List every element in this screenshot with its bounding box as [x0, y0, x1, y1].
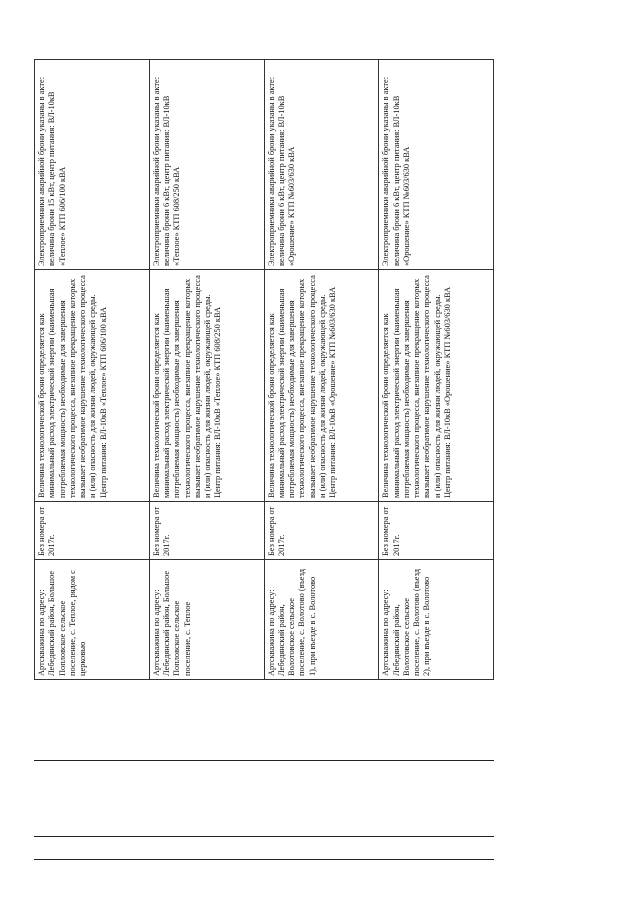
table-row — [379, 60, 494, 680]
tech-reserve-cell: Величина технологической брони определяется как минимальный расход электрической энергии (наименьшая потребляемая мощность) необходимые для завершения технологического процесса, внезапное прекращение которых вызывает необратимое нарушение технологического процесса и (или) опасность для жизни людей, окружающей среды. Центр питания: ВЛ-10кВ «Теплое» КТП 608/250 кВА — [149, 270, 264, 502]
tech-reserve-cell: Величина технологической брони определяется как минимальный расход электрической энергии (наименьшая потребляемая мощность) необходимые для завершения технологического процесса, внезапное прекращение которых вызывает необратимое нарушение технологического процесса и (или) опасность для жизни людей, окружающей среды. Центр питания: ВЛ-10кВ «Орошение» КТП №603/630 кВА — [264, 270, 379, 502]
emergency-reserve-cell: Электроприемники аварийной брони указаны в акте: величина брони 6 кВт, центр питания: ВЛ-10кВ «Орошение» КТП №603/630 кВА — [264, 60, 379, 270]
address-cell: Артскважина по адресу: Лебедянский район, Волотовское сельское поселение, с. Волотово (въезд 1), при въезде в с. Волотово — [264, 560, 379, 680]
number-cell: Без номера от 2017г. — [264, 502, 379, 560]
address-cell: Артскважина по адресу: Лебедянский район, Волотовское сельское поселение, с. Волотово (въезд 2), при въезде в с. Волотово — [379, 560, 494, 680]
table-row — [264, 60, 379, 680]
tech-reserve-cell: Величина технологической брони определяется как минимальный расход электрической энергии (наименьшая потребляемая мощность) необходимые для завершения технологического процесса, внезапное прекращение которых вызывает необратимое нарушение технологического процесса и (или) опасность для жизни людей, окружающей среды. Центр питания: ВЛ-10кВ «Орошение» КТП №603/630 кВА — [379, 270, 494, 502]
number-cell: Без номера от 2017г. — [379, 502, 494, 560]
table-row — [149, 60, 264, 680]
divider-line — [34, 836, 494, 837]
emergency-reserve-cell: Электроприемники аварийной брони указаны в акте: величина брони 6 кВт, центр питания: ВЛ-10кВ «Теплое» КТП 608/250 кВА — [149, 60, 264, 270]
table-row — [35, 60, 150, 680]
emergency-reserve-cell: Электроприемники аварийной брони указаны в акте: величина брони 15 кВт, центр питания: ВЛ-10кВ «Теплое» КТП 606/100 кВА — [35, 60, 150, 270]
address-cell: Артскважина по адресу: Лебедянский район, Большое Попловское сельское поселение, с. Теплое — [149, 560, 264, 680]
emergency-reserve-cell: Электроприемники аварийной брони указаны в акте: величина брони 6 кВт, центр питания: ВЛ-10кВ «Орошение» КТП №603/630 кВА — [379, 60, 494, 270]
divider-line — [34, 760, 494, 761]
number-cell: Без номера от 2017г. — [35, 502, 150, 560]
divider-line — [34, 859, 494, 860]
tech-reserve-cell: Величина технологической брони определяется как минимальный расход электрической энергии (наименьшая потребляемая мощность) необходимые для завершения технологического процесса, внезапное прекращение которых вызывает необратимое нарушение технологического процесса и (или) опасность для жизни людей, окружающей среды. Центр питания: ВЛ-10кВ «Теплое» КТП 606/100 кВА — [35, 270, 150, 502]
number-cell: Без номера от 2017г. — [149, 502, 264, 560]
reserve-table — [34, 59, 494, 680]
rotated-table-wrapper — [34, 60, 494, 680]
address-cell: Артскважина по адресу: Лебедянский район, Большое Попловское сельское поселение, с. Теплое, рядом с церковью — [35, 560, 150, 680]
